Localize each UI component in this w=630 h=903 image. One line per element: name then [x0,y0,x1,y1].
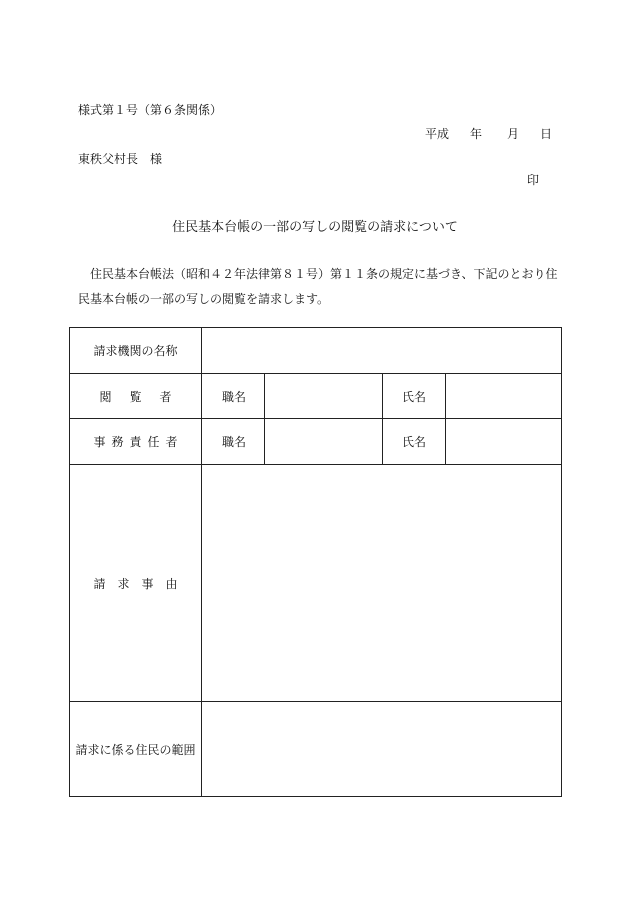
org-name-field[interactable] [202,328,562,374]
viewer-name-field[interactable] [446,374,562,419]
date-day: 日 [540,127,553,141]
date-year: 年 [470,127,483,141]
org-name-label: 請求機関の名称 [93,344,178,358]
manager-label: 事務責任者 [93,435,184,449]
manager-job-title-field[interactable] [265,419,383,465]
manager-name-field[interactable] [446,419,562,465]
manager-name-label-cell [383,419,446,465]
manager-job-title-label: 職名 [222,435,247,449]
document-title: 住民基本台帳の一部の写しの閲覧の請求について [172,220,458,235]
manager-row [70,419,562,465]
request-table [69,327,562,797]
viewer-label: 閲覧者 [99,389,190,404]
reason-label: 請求事由 [93,576,190,591]
viewer-job-title-label: 職名 [222,389,247,404]
manager-label-cell [70,419,202,465]
form-number: 様式第１号（第６条関係） [78,103,223,117]
scope-row [70,702,562,797]
scope-field[interactable] [202,702,562,797]
viewer-row [70,374,562,419]
viewer-job-title-label-cell [202,374,265,419]
scope-label-cell [70,702,202,797]
seal-mark: 印 [527,173,540,187]
viewer-job-title-field[interactable] [265,374,383,419]
date-era: 平成 [425,127,450,141]
scope-label: 請求に係る住民の範囲 [75,742,196,757]
addressee: 東秩父村長 様 [78,152,163,166]
org-name-row [70,328,562,374]
viewer-label-cell [70,374,202,419]
body-text: 住民基本台帳法（昭和４２年法律第８１号）第１１条の規定に基づき、下記のとおり住民基本台帳の一部の写しの閲覧を請求します。 [78,267,558,306]
reason-field[interactable] [202,465,562,702]
viewer-name-label-cell [383,374,446,419]
reason-row [70,465,562,702]
reason-label-cell [70,465,202,702]
manager-job-title-label-cell [202,419,265,465]
org-name-label-cell [70,328,202,374]
date-month: 月 [507,127,520,141]
viewer-name-label: 氏名 [401,389,426,404]
manager-name-label: 氏名 [401,435,426,449]
